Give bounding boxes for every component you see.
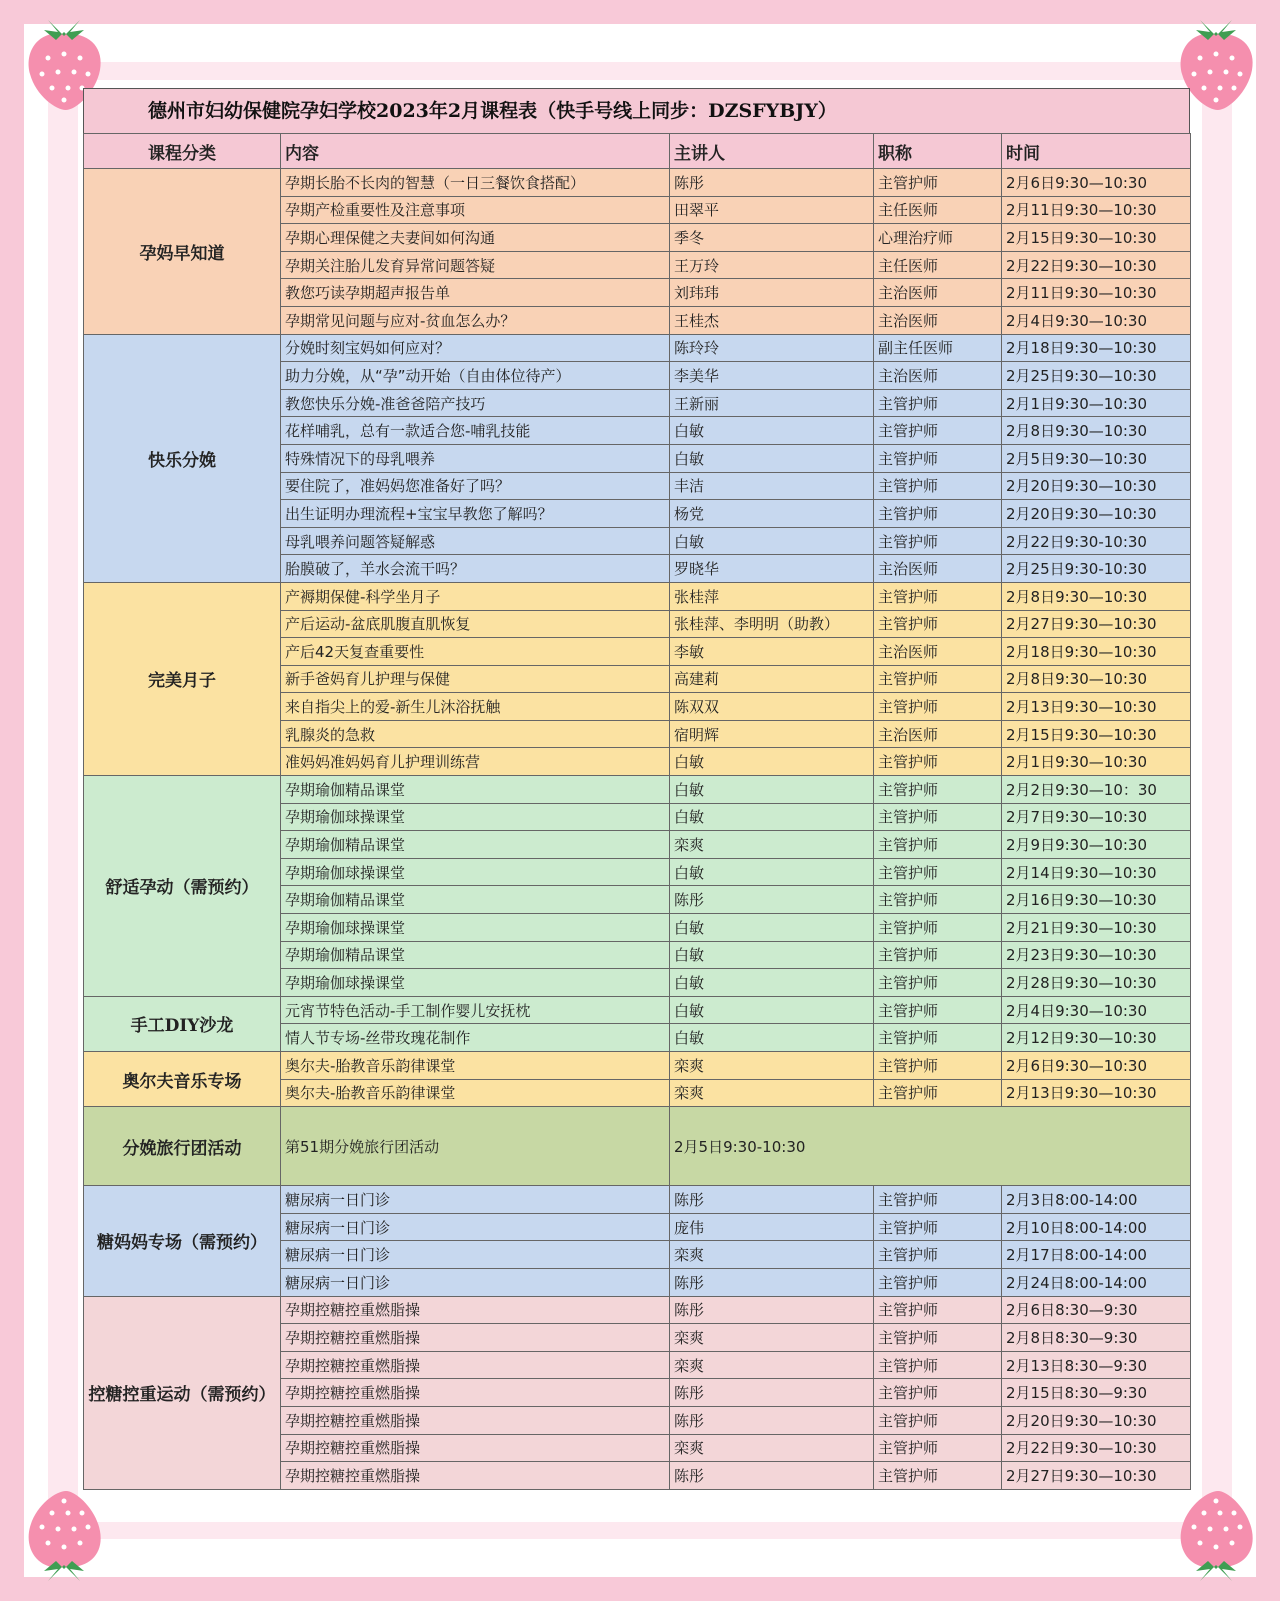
time-cell: 2月24日8:00-14:00: [1002, 1268, 1191, 1296]
time-cell: 2月13日9:30—10:30: [1002, 693, 1191, 721]
time-cell: 2月15日9:30—10:30: [1002, 720, 1191, 748]
content-cell: 助力分娩，从“孕”动开始（自由体位待产）: [281, 362, 670, 390]
speaker-cell: 栾爽: [670, 831, 874, 859]
speaker-cell: 白敏: [670, 914, 874, 942]
title-cell: 主管护师: [874, 886, 1002, 914]
content-cell: 孕期瑜伽精品课堂: [281, 886, 670, 914]
time-cell: 2月23日9:30—10:30: [1002, 941, 1191, 969]
time-cell: 2月8日9:30—10:30: [1002, 417, 1191, 445]
title-cell: 主管护师: [874, 389, 1002, 417]
page-title: 德州市妇幼保健院孕妇学校2023年2月课程表（快手号线上同步：DZSFYBJY）: [83, 88, 1190, 133]
speaker-cell: 陈彤: [670, 1186, 874, 1214]
content-cell: 孕期瑜伽球操课堂: [281, 858, 670, 886]
title-cell: 主管护师: [874, 610, 1002, 638]
table-row: [84, 169, 1191, 197]
table-row: [84, 1052, 1191, 1080]
speaker-cell: 白敏: [670, 858, 874, 886]
column-header-speaker: 主讲人: [670, 134, 874, 169]
content-cell: 孕期控糖控重燃脂操: [281, 1351, 670, 1379]
time-cell: 2月5日9:30—10:30: [1002, 444, 1191, 472]
title-cell: 主管护师: [874, 858, 1002, 886]
speaker-cell: 陈彤: [670, 1379, 874, 1407]
speaker-cell: 白敏: [670, 803, 874, 831]
content-cell: 准妈妈准妈妈育儿护理训练营: [281, 748, 670, 776]
speaker-cell: 王新丽: [670, 389, 874, 417]
title-cell: 主管护师: [874, 1379, 1002, 1407]
category-cell: 分娩旅行团活动: [84, 1107, 281, 1186]
category-cell: 孕妈早知道: [84, 169, 281, 335]
speaker-cell: 王万玲: [670, 251, 874, 279]
title-cell: 主管护师: [874, 748, 1002, 776]
table-row: [84, 1296, 1191, 1324]
category-cell: 手工DIY沙龙: [84, 996, 281, 1051]
time-cell: 2月13日9:30—10:30: [1002, 1079, 1191, 1107]
time-cell: 2月10日8:00-14:00: [1002, 1213, 1191, 1241]
title-cell: 主管护师: [874, 444, 1002, 472]
content-cell: 新手爸妈育儿护理与保健: [281, 665, 670, 693]
time-cell: 2月7日9:30—10:30: [1002, 803, 1191, 831]
speaker-cell: 田翠平: [670, 196, 874, 224]
content-cell: 糖尿病一日门诊: [281, 1241, 670, 1269]
speaker-cell: 栾爽: [670, 1079, 874, 1107]
category-cell: 快乐分娩: [84, 334, 281, 582]
speaker-cell: 栾爽: [670, 1241, 874, 1269]
content-cell: 孕期产检重要性及注意事项: [281, 196, 670, 224]
time-cell: 2月20日9:30—10:30: [1002, 500, 1191, 528]
title-cell: 主管护师: [874, 582, 1002, 610]
speaker-cell: 罗晓华: [670, 555, 874, 583]
category-cell: 舒适孕动（需预约）: [84, 776, 281, 997]
speaker-cell: 张桂萍、李明明（助教）: [670, 610, 874, 638]
title-cell: 主管护师: [874, 1024, 1002, 1052]
time-cell: 2月22日9:30—10:30: [1002, 251, 1191, 279]
title-cell: 主管护师: [874, 527, 1002, 555]
time-cell: 2月20日9:30—10:30: [1002, 472, 1191, 500]
title-cell: 主管护师: [874, 665, 1002, 693]
speaker-cell: 杨党: [670, 500, 874, 528]
speaker-cell: 白敏: [670, 748, 874, 776]
content-cell: 孕期心理保健之夫妻间如何沟通: [281, 224, 670, 252]
speaker-cell: 李敏: [670, 638, 874, 666]
content-cell: 教您巧读孕期超声报告单: [281, 279, 670, 307]
time-cell: 2月25日9:30—10:30: [1002, 362, 1191, 390]
category-cell: 奥尔夫音乐专场: [84, 1052, 281, 1107]
title-cell: 主治医师: [874, 306, 1002, 334]
content-cell: 孕期瑜伽精品课堂: [281, 941, 670, 969]
title-cell: 主管护师: [874, 500, 1002, 528]
time-cell: 2月2日9:30—10：30: [1002, 776, 1191, 804]
time-cell: 2月4日9:30—10:30: [1002, 306, 1191, 334]
speaker-cell: 栾爽: [670, 1324, 874, 1352]
content-cell: 元宵节特色活动-手工制作婴儿安抚枕: [281, 996, 670, 1024]
speaker-cell: 陈彤: [670, 1268, 874, 1296]
time-cell: 2月22日9:30-10:30: [1002, 527, 1191, 555]
content-cell: 孕期瑜伽球操课堂: [281, 914, 670, 942]
time-cell: 2月18日9:30—10:30: [1002, 638, 1191, 666]
content-cell: 孕期瑜伽球操课堂: [281, 969, 670, 997]
title-cell: 主任医师: [874, 196, 1002, 224]
content-cell: 孕期控糖控重燃脂操: [281, 1379, 670, 1407]
title-cell: 主管护师: [874, 1052, 1002, 1080]
speaker-cell: 王桂杰: [670, 306, 874, 334]
time-cell: 2月3日8:00-14:00: [1002, 1186, 1191, 1214]
speaker-cell: 白敏: [670, 776, 874, 804]
content-cell: 孕期常见问题与应对-贫血怎么办？: [281, 306, 670, 334]
speaker-cell: 丰洁: [670, 472, 874, 500]
table-row: [84, 334, 1191, 362]
title-cell: 主管护师: [874, 1406, 1002, 1434]
time-cell: 2月13日8:30—9:30: [1002, 1351, 1191, 1379]
time-cell: 2月1日9:30—10:30: [1002, 748, 1191, 776]
speaker-cell: 张桂萍: [670, 582, 874, 610]
title-cell: 主管护师: [874, 803, 1002, 831]
content-cell: 孕期控糖控重燃脂操: [281, 1324, 670, 1352]
content-cell: 要住院了，准妈妈您准备好了吗？: [281, 472, 670, 500]
speaker-cell: 白敏: [670, 444, 874, 472]
time-cell: 2月20日9:30—10:30: [1002, 1406, 1191, 1434]
content-cell: 孕期瑜伽精品课堂: [281, 831, 670, 859]
content-cell: 奥尔夫-胎教音乐韵律课堂: [281, 1052, 670, 1080]
column-header-content: 内容: [281, 134, 670, 169]
title-cell: 主管护师: [874, 1186, 1002, 1214]
title-cell: 主治医师: [874, 362, 1002, 390]
speaker-cell: 陈彤: [670, 1296, 874, 1324]
title-cell: 副主任医师: [874, 334, 1002, 362]
time-cell: 2月5日9:30-10:30: [670, 1107, 1191, 1186]
content-cell: 产后运动-盆底肌腹直肌恢复: [281, 610, 670, 638]
speaker-cell: 李美华: [670, 362, 874, 390]
speaker-cell: 陈玲玲: [670, 334, 874, 362]
title-cell: 主治医师: [874, 279, 1002, 307]
table-row: [84, 582, 1191, 610]
time-cell: 2月27日9:30—10:30: [1002, 1462, 1191, 1490]
title-cell: 主治医师: [874, 720, 1002, 748]
time-cell: 2月17日8:00-14:00: [1002, 1241, 1191, 1269]
content-cell: 教您快乐分娩-准爸爸陪产技巧: [281, 389, 670, 417]
strawberry-icon: [18, 1487, 110, 1589]
title-cell: 主管护师: [874, 1213, 1002, 1241]
title-cell: 主管护师: [874, 1296, 1002, 1324]
schedule-sheet: [83, 88, 1190, 1490]
content-cell: 孕期关注胎儿发育异常问题答疑: [281, 251, 670, 279]
title-cell: 主管护师: [874, 1268, 1002, 1296]
content-cell: 来自指尖上的爱-新生儿沐浴抚触: [281, 693, 670, 721]
column-header-category: 课程分类: [84, 134, 281, 169]
schedule-table: [83, 133, 1191, 1490]
title-cell: 主管护师: [874, 1462, 1002, 1490]
speaker-cell: 刘玮玮: [670, 279, 874, 307]
title-cell: 主管护师: [874, 169, 1002, 197]
content-cell: 乳腺炎的急救: [281, 720, 670, 748]
title-cell: 心理治疗师: [874, 224, 1002, 252]
time-cell: 2月18日9:30—10:30: [1002, 334, 1191, 362]
content-cell: 糖尿病一日门诊: [281, 1186, 670, 1214]
speaker-cell: 白敏: [670, 996, 874, 1024]
time-cell: 2月8日9:30—10:30: [1002, 665, 1191, 693]
title-cell: 主管护师: [874, 417, 1002, 445]
time-cell: 2月15日8:30—9:30: [1002, 1379, 1191, 1407]
table-header-row: [84, 134, 1191, 169]
time-cell: 2月6日9:30—10:30: [1002, 1052, 1191, 1080]
speaker-cell: 白敏: [670, 1024, 874, 1052]
title-cell: 主管护师: [874, 996, 1002, 1024]
title-cell: 主管护师: [874, 831, 1002, 859]
title-cell: 主管护师: [874, 1241, 1002, 1269]
content-cell: 奥尔夫-胎教音乐韵律课堂: [281, 1079, 670, 1107]
content-cell: 产后42天复查重要性: [281, 638, 670, 666]
content-cell: 花样哺乳，总有一款适合您-哺乳技能: [281, 417, 670, 445]
speaker-cell: 白敏: [670, 969, 874, 997]
time-cell: 2月11日9:30—10:30: [1002, 196, 1191, 224]
content-cell: 糖尿病一日门诊: [281, 1213, 670, 1241]
title-cell: 主管护师: [874, 1324, 1002, 1352]
category-cell: 完美月子: [84, 582, 281, 775]
time-cell: 2月12日9:30—10:30: [1002, 1024, 1191, 1052]
content-cell: 孕期控糖控重燃脂操: [281, 1434, 670, 1462]
title-cell: 主管护师: [874, 941, 1002, 969]
title-cell: 主管护师: [874, 1079, 1002, 1107]
title-cell: 主管护师: [874, 693, 1002, 721]
speaker-cell: 陈彤: [670, 169, 874, 197]
time-cell: 2月25日9:30-10:30: [1002, 555, 1191, 583]
title-cell: 主管护师: [874, 776, 1002, 804]
speaker-cell: 栾爽: [670, 1351, 874, 1379]
table-row: [84, 1107, 1191, 1186]
content-cell: 出生证明办理流程+宝宝早教您了解吗？: [281, 500, 670, 528]
content-cell: 孕期瑜伽精品课堂: [281, 776, 670, 804]
title-cell: 主管护师: [874, 472, 1002, 500]
title-cell: 主管护师: [874, 1434, 1002, 1462]
content-cell: 孕期控糖控重燃脂操: [281, 1406, 670, 1434]
strawberry-icon: [1170, 1487, 1262, 1589]
speaker-cell: 高建莉: [670, 665, 874, 693]
speaker-cell: 栾爽: [670, 1052, 874, 1080]
title-cell: 主管护师: [874, 914, 1002, 942]
time-cell: 2月28日9:30—10:30: [1002, 969, 1191, 997]
time-cell: 2月8日9:30—10:30: [1002, 582, 1191, 610]
speaker-cell: 陈双双: [670, 693, 874, 721]
column-header-time: 时间: [1002, 134, 1191, 169]
category-cell: 控糖控重运动（需预约）: [84, 1296, 281, 1489]
time-cell: 2月8日8:30—9:30: [1002, 1324, 1191, 1352]
speaker-cell: 白敏: [670, 941, 874, 969]
content-cell: 糖尿病一日门诊: [281, 1268, 670, 1296]
content-cell: 特殊情况下的母乳喂养: [281, 444, 670, 472]
speaker-cell: 白敏: [670, 527, 874, 555]
time-cell: 2月11日9:30—10:30: [1002, 279, 1191, 307]
speaker-cell: 宿明辉: [670, 720, 874, 748]
time-cell: 2月22日9:30—10:30: [1002, 1434, 1191, 1462]
speaker-cell: 季冬: [670, 224, 874, 252]
speaker-cell: 陈彤: [670, 886, 874, 914]
time-cell: 2月4日9:30—10:30: [1002, 996, 1191, 1024]
time-cell: 2月9日9:30—10:30: [1002, 831, 1191, 859]
content-cell: 孕期控糖控重燃脂操: [281, 1462, 670, 1490]
time-cell: 2月21日9:30—10:30: [1002, 914, 1191, 942]
time-cell: 2月14日9:30—10:30: [1002, 858, 1191, 886]
content-cell: 孕期瑜伽球操课堂: [281, 803, 670, 831]
speaker-cell: 栾爽: [670, 1434, 874, 1462]
table-row: [84, 776, 1191, 804]
content-cell: 孕期控糖控重燃脂操: [281, 1296, 670, 1324]
title-cell: 主管护师: [874, 969, 1002, 997]
speaker-cell: 陈彤: [670, 1406, 874, 1434]
content-cell: 第51期分娩旅行团活动: [281, 1107, 670, 1186]
time-cell: 2月27日9:30—10:30: [1002, 610, 1191, 638]
category-cell: 糖妈妈专场（需预约）: [84, 1186, 281, 1296]
content-cell: 胎膜破了，羊水会流干吗？: [281, 555, 670, 583]
speaker-cell: 白敏: [670, 417, 874, 445]
time-cell: 2月15日9:30—10:30: [1002, 224, 1191, 252]
time-cell: 2月1日9:30—10:30: [1002, 389, 1191, 417]
content-cell: 产褥期保健-科学坐月子: [281, 582, 670, 610]
table-row: [84, 996, 1191, 1024]
content-cell: 孕期长胎不长肉的智慧（一日三餐饮食搭配）: [281, 169, 670, 197]
content-cell: 分娩时刻宝妈如何应对？: [281, 334, 670, 362]
column-header-title: 职称: [874, 134, 1002, 169]
speaker-cell: 陈彤: [670, 1462, 874, 1490]
title-cell: 主任医师: [874, 251, 1002, 279]
schedule-body: [84, 169, 1191, 1490]
title-cell: 主治医师: [874, 638, 1002, 666]
title-cell: 主治医师: [874, 555, 1002, 583]
table-row: [84, 1186, 1191, 1214]
time-cell: 2月16日9:30—10:30: [1002, 886, 1191, 914]
title-cell: 主管护师: [874, 1351, 1002, 1379]
speaker-cell: 庞伟: [670, 1213, 874, 1241]
time-cell: 2月6日8:30—9:30: [1002, 1296, 1191, 1324]
time-cell: 2月6日9:30—10:30: [1002, 169, 1191, 197]
content-cell: 情人节专场-丝带玫瑰花制作: [281, 1024, 670, 1052]
content-cell: 母乳喂养问题答疑解惑: [281, 527, 670, 555]
